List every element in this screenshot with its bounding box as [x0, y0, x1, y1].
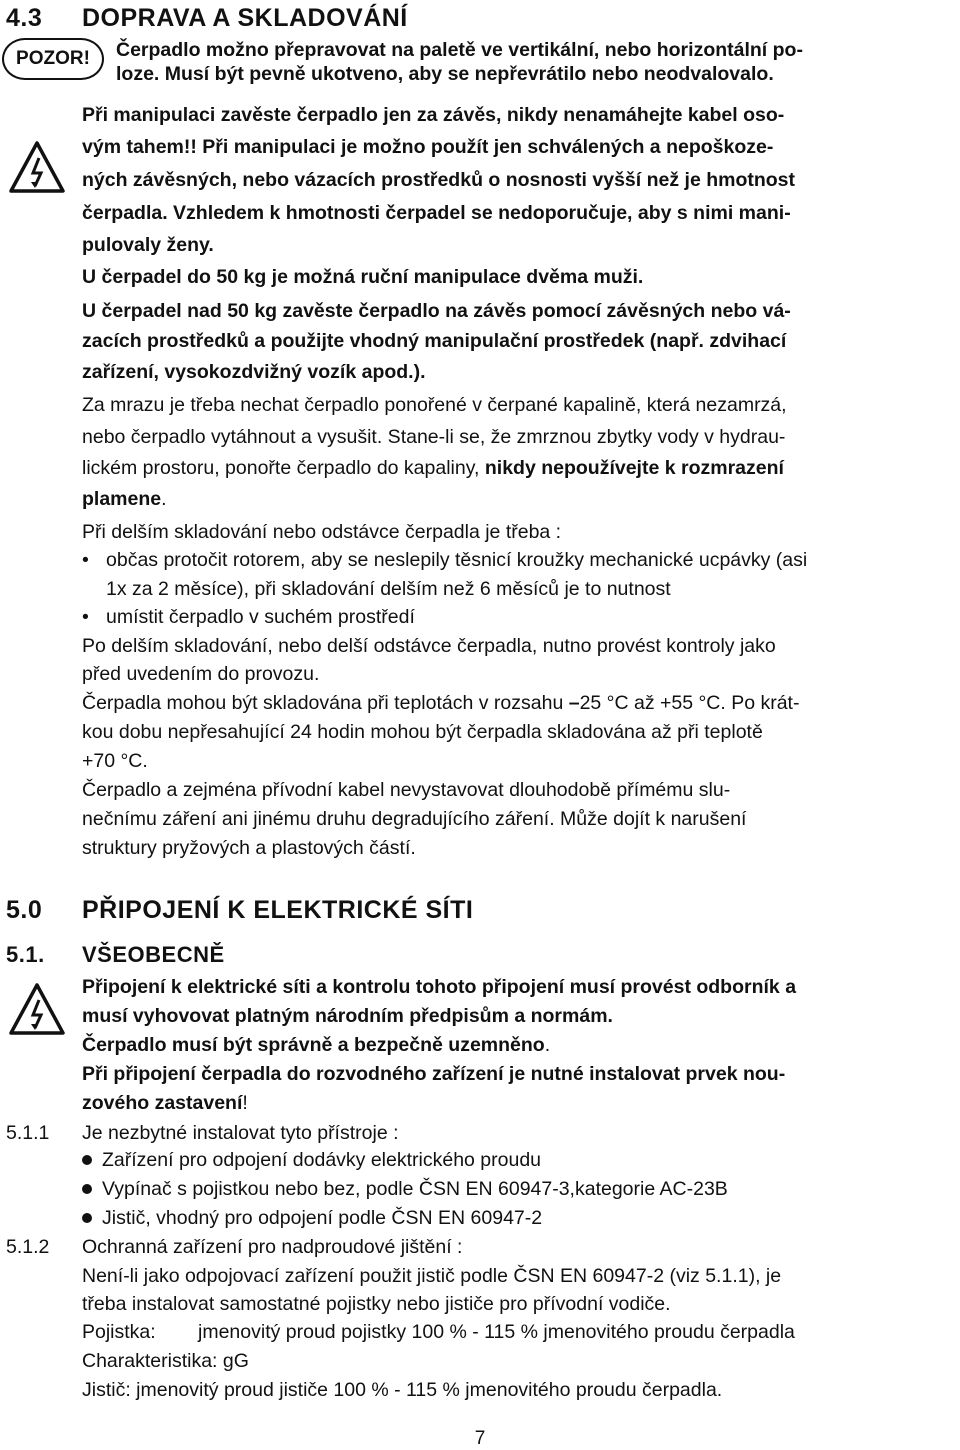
frost-line-1: Za mrazu je třeba nechat čerpadlo ponořené v čerpané kapalině, která nezamrzá, [82, 394, 787, 416]
section-number-5-1: 5.1. [6, 942, 45, 967]
temperature-line-3: +70 °C. [82, 750, 148, 772]
frost-line-3: lickém prostoru, ponořte čerpadlo do kapaliny, nikdy nepoužívejte k rozmrazení [82, 457, 784, 479]
frost-line-2: nebo čerpadlo vytáhnout a vysušit. Stane-li se, že zmrznou zbytky vody v hydrau- [82, 426, 786, 448]
bullet-dot [82, 1213, 92, 1223]
storage-intro: Při delším skladování nebo odstávce čerpadla je třeba : [82, 521, 562, 543]
handling-line-1: Při manipulaci zavěste čerpadlo jen za závěs, nikdy nenamáhejte kabel oso- [82, 104, 785, 126]
temperature-line-1: Čerpadla mohou být skladována při teplotách v rozsahu –25 °C až +55 °C. Po krát- [82, 692, 800, 714]
handling-line-5: pulovaly ženy. [82, 234, 214, 256]
after-storage-line-1: Po delším skladování, nebo delší odstávce čerpadla, nutno provést kontroly jako [82, 635, 776, 657]
devices-intro: Je nezbytné instalovat tyto přístroje : [82, 1122, 399, 1144]
electrical-hazard-warning-icon [8, 140, 66, 194]
after-storage-line-2: před uvedením do provozu. [82, 663, 320, 685]
frost-line-4: plamene. [82, 488, 167, 510]
section-number-5-1-2: 5.1.2 [6, 1236, 50, 1258]
section-number-5-0: 5.0 [6, 896, 43, 924]
general-line-3: Čerpadlo musí být správně a bezpečně uzemněno. [82, 1034, 551, 1056]
bullet-dot [82, 1184, 92, 1194]
device-item-1: Zařízení pro odpojení dodávky elektrického proudu [82, 1146, 541, 1175]
device-item-2: Vypínač s pojistkou nebo bez, podle ČSN EN 60947-3,kategorie AC-23B [82, 1175, 728, 1204]
storage-bullet-1: • občas protočit rotorem, aby se neslepily těsnicí kroužky mechanické ucpávky (asi [82, 549, 808, 571]
general-line-2: musí vyhovovat platným národním předpisům a normám. [82, 1005, 613, 1027]
section-title-5-1: VŠEOBECNĚ [82, 942, 225, 967]
pozor-badge: POZOR! [2, 38, 104, 80]
general-line-5: zového zastavení! [82, 1092, 248, 1114]
bullet-dot [82, 1155, 92, 1165]
temperature-line-2: kou dobu nepřesahující 24 hodin mohou být čerpadla skladována až při teplotě [82, 721, 763, 743]
device-item-3: Jistič, vhodný pro odpojení podle ČSN EN 60947-2 [82, 1204, 542, 1233]
general-line-4: Při připojení čerpadla do rozvodného zařízení je nutné instalovat prvek nou- [82, 1063, 786, 1085]
pozor-text-line-1: Čerpadlo možno přepravovat na paletě ve vertikální, nebo horizontální po- [116, 39, 803, 61]
protection-line-1: Není-li jako odpojovací zařízení použit jistič podle ČSN EN 60947-2 (viz 5.1.1), je [82, 1265, 782, 1287]
handling-line-3: ných závěsných, nebo vázacích prostředků o nosnosti vyšší než je hmotnost [82, 169, 796, 191]
section-number-5-1-1: 5.1.1 [6, 1122, 50, 1144]
storage-bullet-1-cont: 1x za 2 měsíce), při skladování delším než 6 měsíců je to nutnost [106, 578, 671, 600]
sun-line-2: nečnímu záření ani jinému druhu degradujícího záření. Může dojít k narušení [82, 808, 747, 830]
section-title-4-3: DOPRAVA A SKLADOVÁNÍ [82, 4, 408, 32]
section-title-5-0: PŘIPOJENÍ K ELEKTRICKÉ SÍTI [82, 896, 474, 924]
general-line-1: Připojení k elektrické síti a kontrolu tohoto připojení musí provést odborník a [82, 976, 797, 998]
handling-line-8: zacích prostředků a použijte vhodný manipulační prostředek (např. zdvihací [82, 330, 787, 352]
handling-line-2: vým tahem!! Při manipulaci je možno použít jen schválených a nepoškoze- [82, 136, 774, 158]
fuse-value: jmenovitý proud pojistky 100 % - 115 % jmenovitého proudu čerpadla [198, 1321, 795, 1343]
page-number: 7 [474, 1428, 486, 1449]
sun-line-3: struktury pryžových a plastových částí. [82, 837, 416, 859]
handling-line-6: U čerpadel do 50 kg je možná ruční manipulace dvěma muži. [82, 266, 644, 288]
pozor-text-line-2: loze. Musí být pevně ukotveno, aby se nepřevrátilo nebo neodvalovalo. [116, 63, 774, 85]
characteristic-line: Charakteristika: gG [82, 1350, 249, 1372]
handling-line-9: zařízení, vysokozdvižný vozík apod.). [82, 361, 426, 383]
handling-line-4: čerpadla. Vzhledem k hmotnosti čerpadel se nedoporučuje, aby s nimi mani- [82, 202, 791, 224]
sun-line-1: Čerpadlo a zejména přívodní kabel nevystavovat dlouhodobě přímému slu- [82, 779, 731, 801]
electrical-hazard-warning-icon [8, 982, 66, 1036]
protection-intro: Ochranná zařízení pro nadproudové jištění : [82, 1236, 463, 1258]
protection-line-2: třeba instalovat samostatné pojistky nebo jističe pro přívodní vodiče. [82, 1293, 671, 1315]
breaker-line: Jistič: jmenovitý proud jističe 100 % - 115 % jmenovitého proudu čerpadla. [82, 1379, 723, 1401]
fuse-label: Pojistka: [82, 1321, 156, 1343]
storage-bullet-2: • umístit čerpadlo v suchém prostředí [82, 606, 415, 628]
handling-line-7: U čerpadel nad 50 kg zavěste čerpadlo na závěs pomocí závěsných nebo vá- [82, 300, 791, 322]
section-number-4-3: 4.3 [6, 4, 43, 32]
